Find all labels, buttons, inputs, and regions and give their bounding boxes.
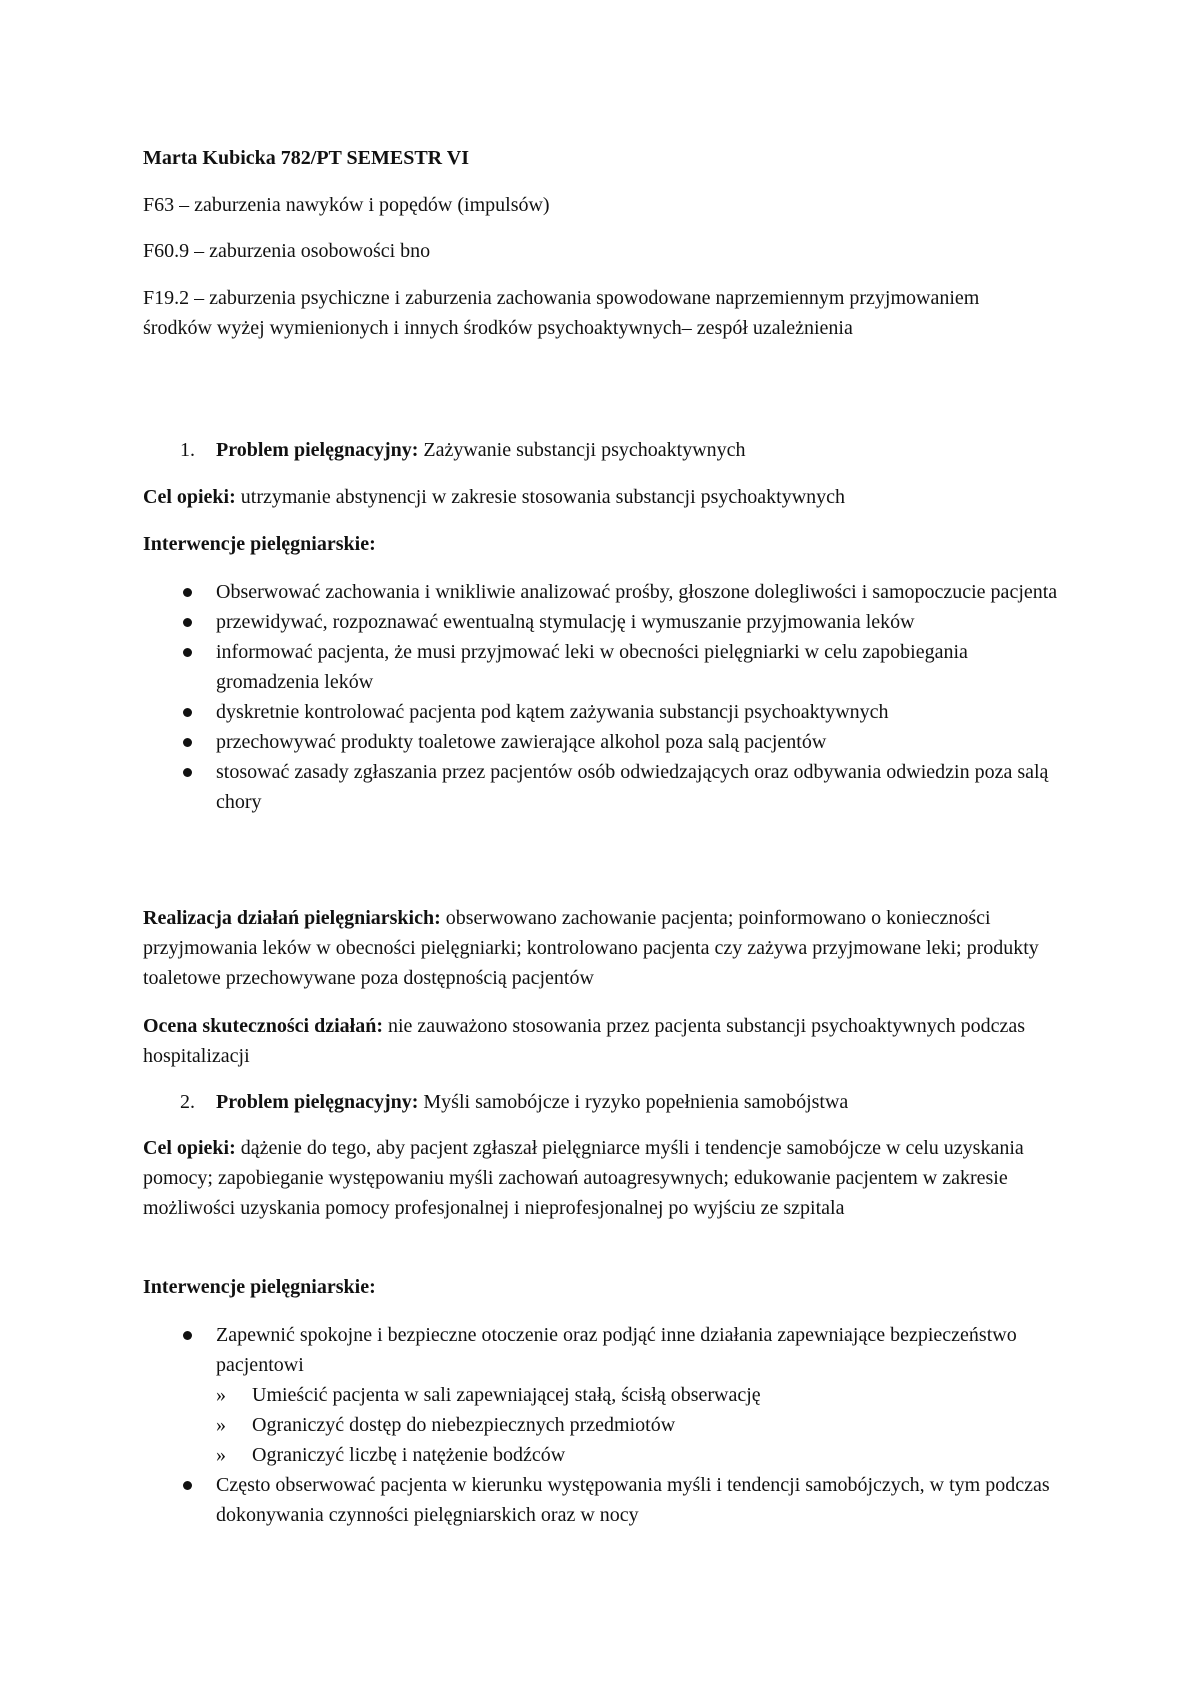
- bullet-icon: [183, 588, 192, 597]
- list-item: przewidywać, rozpoznawać ewentualną stymulację i wymuszanie przyjmowania leków: [0, 607, 1066, 637]
- diagnosis-f63: F63 – zaburzenia nawyków i popędów (impulsów): [143, 194, 550, 216]
- document-title: Marta Kubicka 782/PT SEMESTR VI: [143, 147, 469, 169]
- diagnosis-f19-2: F19.2 – zaburzenia psychiczne i zaburzenia zachowania spowodowane naprzemiennym przyjmowaniem środków wyżej wymienionych i innych środków psychoaktywnych– zespół uzależnienia: [143, 287, 980, 339]
- bullet-icon: [183, 708, 192, 717]
- evaluation-label: Ocena skuteczności działań:: [143, 1015, 383, 1037]
- bullet-icon: [183, 1331, 192, 1340]
- diagnosis-f60-9: F60.9 – zaburzenia osobowości bno: [143, 240, 431, 262]
- bullet-icon: [183, 618, 192, 627]
- bullet-icon: [183, 1481, 192, 1490]
- bullet-icon: [183, 768, 192, 777]
- goal-text: utrzymanie abstynencji w zakresie stosowania substancji psychoaktywnych: [240, 486, 846, 508]
- list-item: informować pacjenta, że musi przyjmować leki w obecności pielęgniarki w celu zapobiegania gromadzenia leków: [0, 637, 1066, 697]
- problem-number: 2.: [180, 1091, 195, 1113]
- list-item: przechowywać produkty toaletowe zawierające alkohol poza salą pacjentów: [0, 727, 1066, 757]
- problem-1-interventions: [0, 577, 1200, 817]
- list-item: Zapewnić spokojne i bezpieczne otoczenie oraz podjąć inne działania zapewniające bezpieczeństwo pacjentowi » Umieścić pacjenta w sali zapewniającej stałą, ścisłą obserwację » Ograniczyć dostęp do niebezpiecznych przedmiotów » Ograniczyć liczbę i natężenie bodźców: [0, 1320, 1066, 1470]
- sub-list-item: » Ograniczyć dostęp do niebezpiecznych przedmiotów: [216, 1410, 1032, 1440]
- list-item: Często obserwować pacjenta w kierunku występowania myśli i tendencji samobójczych, w tym podczas dokonywania czynności pielęgniarskich oraz w nocy: [0, 1470, 1066, 1530]
- list-item: stosować zasady zgłaszania przez pacjentów osób odwiedzających oraz odbywania odwiedzin poza salą chory: [0, 757, 1066, 817]
- double-chevron-icon: »: [216, 1384, 226, 1406]
- list-item: Obserwować zachowania i wnikliwie analizować prośby, głoszone dolegliwości i samopoczucie pacjenta: [0, 577, 1066, 607]
- bullet-icon: [183, 738, 192, 747]
- list-item: dyskretnie kontrolować pacjenta pod kątem zażywania substancji psychoaktywnych: [0, 697, 1066, 727]
- problem-text: Zażywanie substancji psychoaktywnych: [423, 439, 746, 461]
- sub-list-item: » Umieścić pacjenta w sali zapewniającej stałą, ścisłą obserwację: [216, 1380, 1032, 1410]
- problem-2-interventions-heading: Interwencje pielęgniarskie:: [143, 1276, 376, 1298]
- double-chevron-icon: »: [216, 1414, 226, 1436]
- problem-1-goal: [143, 482, 1063, 512]
- goal-label: Cel opieki:: [143, 1137, 236, 1159]
- problem-1-realization: [143, 903, 1058, 993]
- evaluation-text: nie zauważono stosowania przez pacjenta substancji psychoaktywnych podczas hospitalizacji: [143, 1015, 1025, 1067]
- problem-1-interventions-heading: Interwencje pielęgniarskie:: [143, 533, 376, 555]
- sub-intervention-list: [216, 1380, 1066, 1470]
- goal-text: dążenie do tego, aby pacjent zgłaszał pielęgniarce myśli i tendencje samobójcze w celu uzyskania pomocy; zapobieganie występowaniu myśli zachowań autoagresywnych; edukowanie pacjentem w zakresie możliwości uzyskania pomocy profesjonalnej i nieprofesjonalnej po wyjściu ze szpitala: [143, 1137, 1024, 1219]
- goal-label: Cel opieki:: [143, 486, 236, 508]
- realization-label: Realizacja działań pielęgniarskich:: [143, 907, 441, 929]
- problem-2-goal: [143, 1133, 1058, 1223]
- double-chevron-icon: »: [216, 1444, 226, 1466]
- problem-text: Myśli samobójcze i ryzyko popełnienia samobójstwa: [423, 1091, 849, 1113]
- sub-list-item: » Ograniczyć liczbę i natężenie bodźców: [216, 1440, 1032, 1470]
- realization-text: obserwowano zachowanie pacjenta; poinformowano o konieczności przyjmowania leków w obecności pielęgniarki; kontrolowano pacjenta czy zażywa przyjmowane leki; produkty toaletowe przechowywane poza dostępnością pacjentów: [143, 907, 1039, 989]
- problem-label: Problem pielęgnacyjny:: [216, 439, 419, 461]
- problem-1-evaluation: [143, 1011, 1063, 1071]
- problem-2-interventions: [0, 1320, 1200, 1530]
- problem-number: 1.: [180, 439, 195, 461]
- problem-label: Problem pielęgnacyjny:: [216, 1091, 419, 1113]
- bullet-icon: [183, 648, 192, 657]
